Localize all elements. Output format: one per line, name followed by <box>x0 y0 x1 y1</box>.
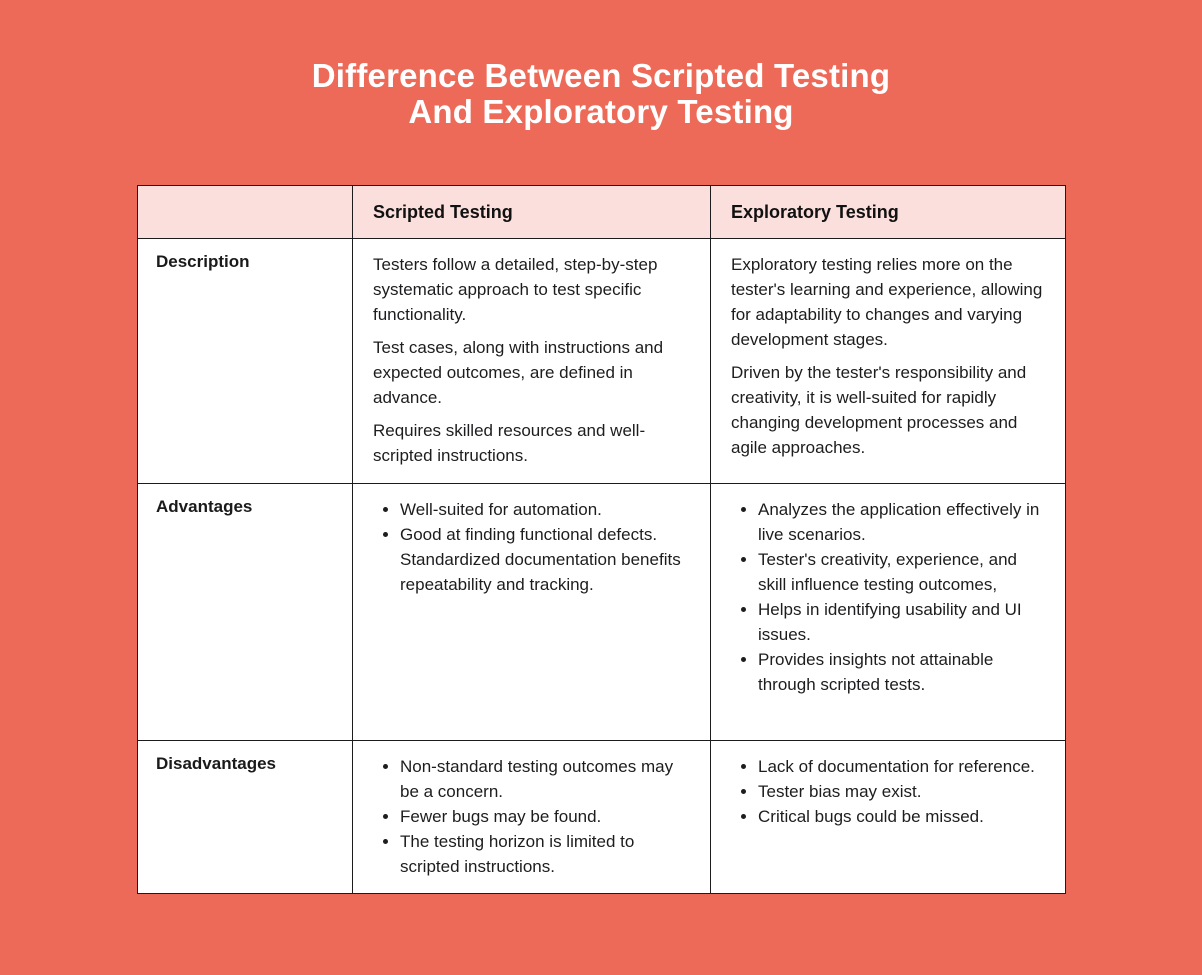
row-label-advantages: Advantages <box>138 484 353 741</box>
header-cell-scripted-testing: Scripted Testing <box>353 186 711 239</box>
description-scripted-cell <box>353 239 711 484</box>
bullet-item: • Provides insights not attainable through scripted tests. <box>758 647 1045 697</box>
paragraph: Requires skilled resources and well-scripted instructions. <box>373 421 646 465</box>
bullet-item: • Non-standard testing outcomes may be a concern. <box>400 754 690 804</box>
table-header-row <box>138 186 1066 239</box>
paragraph: Driven by the tester's responsibility and creativity, it is well-suited for rapidly changing development processes and agile approaches. <box>731 363 1027 457</box>
table-row-advantages <box>138 484 1066 741</box>
advantages-scripted-cell <box>353 484 711 741</box>
bullet-item: • Critical bugs could be missed. <box>758 804 1045 829</box>
disadvantages-exploratory-cell <box>711 741 1066 894</box>
bullet-item: • Fewer bugs may be found. <box>400 804 690 829</box>
bullet-item: • Good at finding functional defects. Standardized documentation benefits repeatability and tracking. <box>400 522 690 597</box>
row-label-description: Description <box>138 239 353 484</box>
page-title-line-2: And Exploratory Testing <box>408 93 794 130</box>
paragraph: Test cases, along with instructions and expected outcomes, are defined in advance. <box>373 338 664 407</box>
advantages-scripted-list <box>373 497 690 597</box>
paragraph: Exploratory testing relies more on the tester's learning and experience, allowing for adaptability to changes and varying development stages. <box>731 255 1043 349</box>
table-row-disadvantages <box>138 741 1066 894</box>
comparison-table <box>137 185 1066 894</box>
disadvantages-scripted-cell <box>353 741 711 894</box>
bullet-item: • The testing horizon is limited to scripted instructions. <box>400 829 690 879</box>
row-label-disadvantages: Disadvantages <box>138 741 353 894</box>
header-cell-empty <box>138 186 353 239</box>
header-cell-exploratory-testing: Exploratory Testing <box>711 186 1066 239</box>
paragraph: Testers follow a detailed, step-by-step systematic approach to test specific functionality. <box>373 255 658 324</box>
page-title-line-1: Difference Between Scripted Testing <box>311 57 891 94</box>
disadvantages-exploratory-list <box>731 754 1045 829</box>
description-exploratory-cell <box>711 239 1066 484</box>
bullet-item: • Helps in identifying usability and UI issues. <box>758 597 1045 647</box>
table-row-description <box>138 239 1066 484</box>
bullet-item: • Tester bias may exist. <box>758 779 1045 804</box>
bullet-item: • Analyzes the application effectively in live scenarios. <box>758 497 1045 547</box>
page-title <box>0 58 1202 130</box>
bullet-item: • Lack of documentation for reference. <box>758 754 1045 779</box>
advantages-exploratory-list <box>731 497 1045 697</box>
bullet-item: • Well-suited for automation. <box>400 497 690 522</box>
advantages-exploratory-cell <box>711 484 1066 741</box>
disadvantages-scripted-list <box>373 754 690 879</box>
bullet-item: • Tester's creativity, experience, and skill influence testing outcomes, <box>758 547 1045 597</box>
